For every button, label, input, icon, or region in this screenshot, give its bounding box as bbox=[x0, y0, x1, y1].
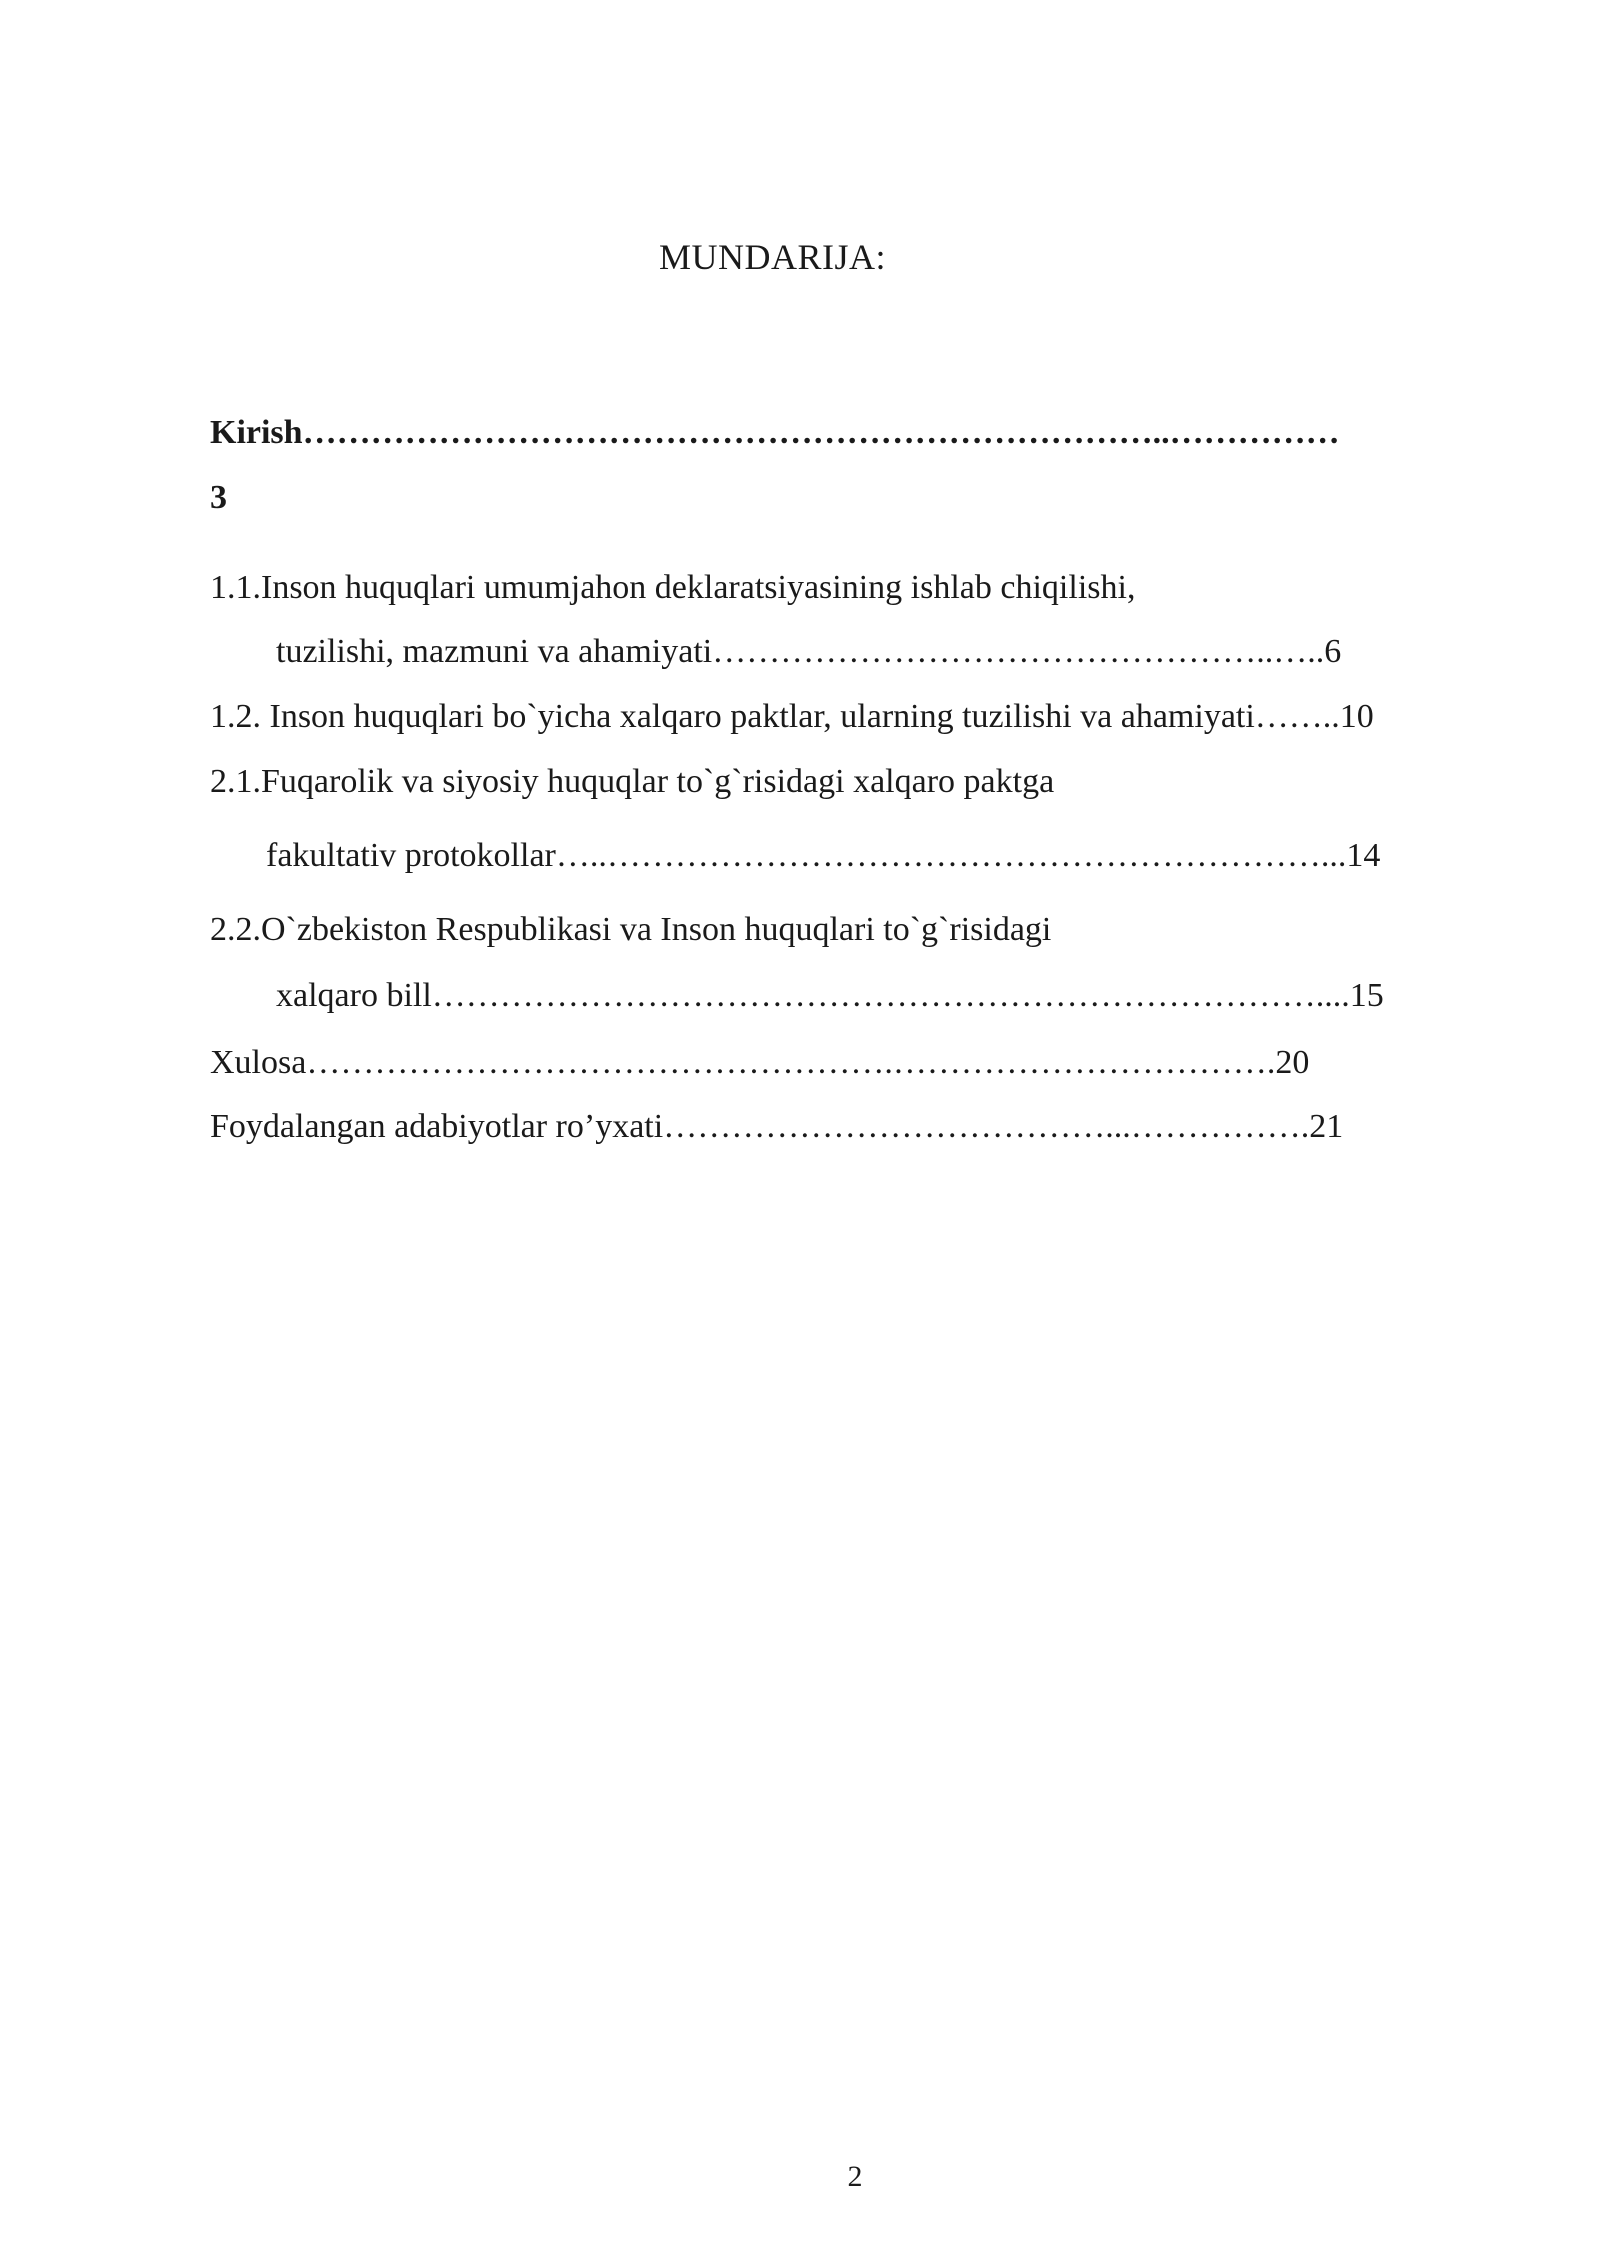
toc-entry-adabiyotlar: Foydalangan adabiyotlar ro’yxati…………………………………...…………….21 bbox=[210, 1108, 1344, 1145]
toc-entry-xulosa: Xulosa…………………………………………….…………………………….20 bbox=[210, 1044, 1310, 1081]
page-title: MUNDARIJA: bbox=[658, 237, 886, 277]
toc-entry-2-2-line1: 2.2.O`zbekiston Respublikasi va Inson huquqlari to`g`risidagi bbox=[210, 911, 1052, 948]
toc-entry-2-2-line2: xalqaro bill……………………………………………………………………....15 bbox=[276, 977, 1384, 1014]
toc-entry-kirish: Kirish…………………………………………………………………..…………… bbox=[210, 414, 1340, 451]
toc-entry-1-1-line2: tuzilishi, mazmuni va ahamiyati…………………………………………..…..6 bbox=[276, 633, 1342, 670]
toc-entry-1-1-line1: 1.1.Inson huquqlari umumjahon deklaratsiyasining ishlab chiqilishi, bbox=[210, 569, 1136, 606]
toc-entry-1-2: 1.2. Inson huquqlari bo`yicha xalqaro paktlar, ularning tuzilishi va ahamiyati……..10 bbox=[210, 698, 1374, 735]
page-number: 2 bbox=[847, 2160, 863, 2193]
toc-entry-2-1-line1: 2.1.Fuqarolik va siyosiy huquqlar to`g`risidagi xalqaro paktga bbox=[210, 763, 1055, 800]
toc-entry-kirish-page: 3 bbox=[210, 479, 227, 516]
toc-entry-2-1-line2: fakultativ protokollar…..………………………………………………………...14 bbox=[266, 837, 1381, 874]
